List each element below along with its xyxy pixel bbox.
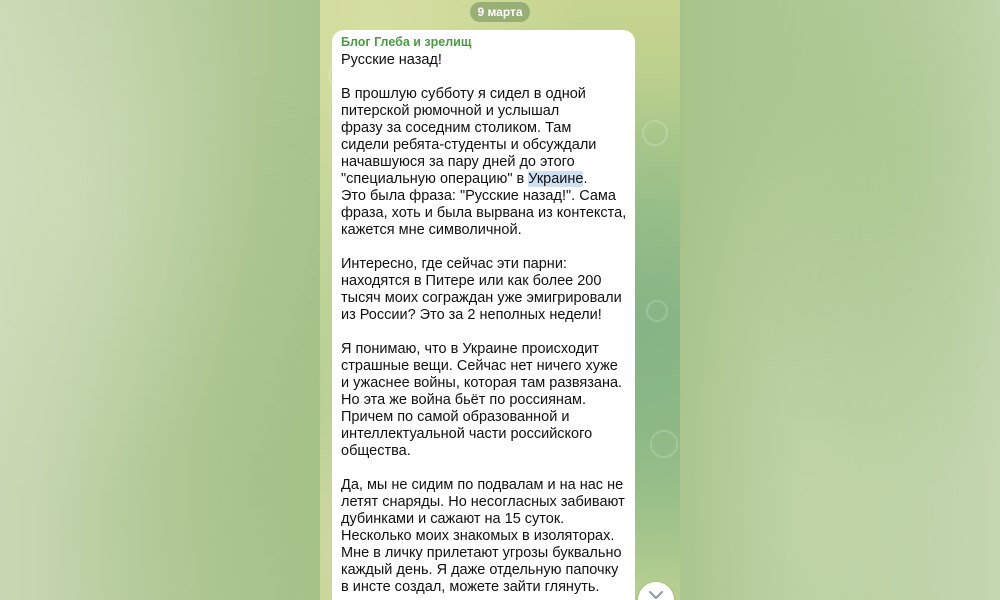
channel-name[interactable]: Блог Глеба и зрелищ <box>341 35 472 49</box>
date-separator: 9 марта <box>470 2 530 22</box>
scroll-down-button[interactable] <box>638 582 674 600</box>
text-line: Причем по самой образованной и <box>341 409 570 425</box>
highlighted-word: Украине <box>528 171 584 187</box>
text-line: В прошлую субботу я сидел в одной <box>341 86 586 102</box>
text-line <box>341 171 623 188</box>
message-paragraph-3 <box>341 341 623 460</box>
text-line: начавшуюся за пару дней до этого <box>341 154 575 170</box>
text-line: дубинками и сажают на 15 суток. <box>341 511 565 527</box>
text-line: Интересно, где сейчас эти парни: <box>341 256 567 272</box>
message-paragraph-2 <box>341 256 623 324</box>
text-line: кажется мне символичной. <box>341 222 522 238</box>
text-line: Да, мы не сидим по подвалам и на нас не <box>341 477 624 493</box>
text-line: Мне в личку прилетают угрозы буквально <box>341 545 622 561</box>
text-fragment: . <box>583 171 588 187</box>
blurred-background-left <box>0 0 320 600</box>
text-line: интеллектуальной части российского <box>341 426 593 442</box>
text-line: и ужаснее войны, которая там развязана. <box>341 375 623 391</box>
text-line: в инсте создал, можете зайти глянуть. <box>341 579 600 595</box>
text-line: летят снаряды. Но несогласных забивают <box>341 494 625 510</box>
text-line: фраза, хоть и была вырвана из контекста, <box>341 205 627 221</box>
text-line: тысяч моих сограждан уже эмигрировали <box>341 290 622 306</box>
text-line: сидели ребята-студенты и обсуждали <box>341 137 597 153</box>
wallpaper-doodle <box>642 120 668 146</box>
text-line: находятся в Питере или как более 200 <box>341 273 602 289</box>
blurred-background-right <box>680 0 1000 600</box>
text-line: Несколько моих знакомых в изоляторах. <box>341 528 615 544</box>
wallpaper-doodle <box>646 300 668 322</box>
text-line: питерской рюмочной и услышал <box>341 103 560 119</box>
text-line: из России? Это за 2 неполных недели! <box>341 307 602 323</box>
text-line: Но эта же война бьёт по россиянам. <box>341 392 586 408</box>
chevron-down-icon <box>648 590 664 600</box>
text-line: Я понимаю, что в Украине происходит <box>341 341 599 357</box>
text-fragment: "специальную операцию" в <box>341 171 529 187</box>
message-paragraph-1 <box>341 86 627 239</box>
text-line: страшные вещи. Сейчас нет ничего хуже <box>341 358 618 374</box>
chat-view[interactable] <box>320 0 680 600</box>
message-title: Русские назад! <box>341 52 442 68</box>
message-paragraph-4 <box>341 477 623 596</box>
text-line: каждый день. Я даже отдельную папочку <box>341 562 619 578</box>
text-line: общества. <box>341 443 411 459</box>
text-line: Это была фраза: "Русские назад!". Сама <box>341 188 616 204</box>
text-line: фразу за соседним столиком. Там <box>341 120 572 136</box>
message-bubble[interactable] <box>332 30 635 600</box>
wallpaper-doodle <box>650 430 678 458</box>
